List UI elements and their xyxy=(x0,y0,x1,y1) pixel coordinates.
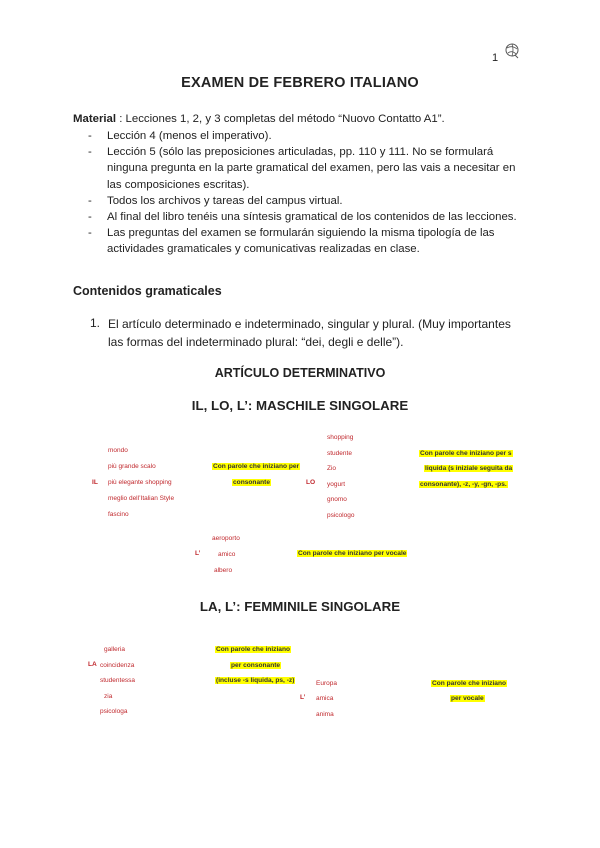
rule-note-line: Con parole che iniziano per s xyxy=(420,450,512,457)
rule-note xyxy=(215,646,291,654)
rule-note-line: per vocale xyxy=(451,695,484,702)
article-l-masculine: L’ xyxy=(195,550,201,557)
rule-note-line: Con parole che iniziano xyxy=(432,680,507,687)
word-item: yogurt xyxy=(327,481,346,488)
word-item: albero xyxy=(214,567,233,574)
item-number: 1. xyxy=(90,316,101,330)
rule-note xyxy=(431,680,507,688)
word-item: mondo xyxy=(108,447,128,454)
word-item: più elegante shopping xyxy=(108,479,172,486)
rule-note-line: Con parole che iniziano per xyxy=(213,463,300,470)
material-label: Material xyxy=(73,113,117,125)
word-item: amica xyxy=(316,695,334,702)
article-il: IL xyxy=(92,479,98,486)
material-text: : Lecciones 1, 2, y 3 completas del método “Nuovo Contatto A1”. xyxy=(116,113,445,125)
rule-note xyxy=(419,481,508,489)
word-item: zia xyxy=(104,693,113,700)
word-item: studentessa xyxy=(100,677,136,684)
articulo-heading: ARTÍCULO DETERMINATIVO xyxy=(214,366,386,380)
rule-note xyxy=(297,550,407,558)
word-item: meglio dell’Italian Style xyxy=(108,495,175,502)
word-item: gnomo xyxy=(327,496,347,503)
rule-note-line: (incluse -s liquida, ps, -z) xyxy=(216,677,295,684)
rule-note xyxy=(230,662,281,670)
word-item: Zio xyxy=(327,465,337,472)
word-item: galleria xyxy=(104,646,125,653)
word-item: aeroporto xyxy=(212,535,240,542)
contenidos-heading: Contenidos gramaticales xyxy=(73,284,222,298)
list-item: - Al final del libro tenéis una síntesis gramatical de los contenidos de las lecciones. xyxy=(88,209,524,225)
rule-note xyxy=(450,695,485,703)
rule-note xyxy=(424,465,513,473)
rule-note-line: consonante xyxy=(233,479,271,486)
material-line xyxy=(73,113,523,125)
word-item: psicologo xyxy=(327,512,355,519)
word-item: fascino xyxy=(108,511,129,518)
rule-note xyxy=(419,450,513,458)
article-l-feminine: L’ xyxy=(300,694,306,701)
rule-note-line: Con parole che iniziano per vocale xyxy=(298,550,407,557)
material-bullet-list xyxy=(88,128,524,258)
word-item: Europa xyxy=(316,680,337,687)
page-title: EXAMEN DE FEBRERO ITALIANO xyxy=(181,75,419,91)
rule-note-line: consonante), -z, -y, -gn, -ps. xyxy=(420,481,507,488)
rule-note-line: per consonante xyxy=(231,662,281,669)
rule-note xyxy=(212,463,300,471)
article-la: LA xyxy=(88,661,97,668)
page-number: 1 xyxy=(492,52,499,64)
list-item: - Lección 4 (menos el imperativo). xyxy=(88,128,524,144)
word-item: studente xyxy=(327,450,352,457)
word-item: amico xyxy=(218,551,236,558)
word-item: coincidenza xyxy=(100,662,135,669)
rule-note xyxy=(232,479,271,487)
article-lo: LO xyxy=(306,479,316,486)
word-item: più grande scalo xyxy=(108,463,156,470)
word-item: shopping xyxy=(327,434,354,441)
word-item: psicologa xyxy=(100,708,128,715)
masculine-heading: IL, LO, L’: MASCHILE SINGOLARE xyxy=(191,398,409,413)
list-item: - Lección 5 (sólo las preposiciones articuladas, pp. 110 y 111. No se formulará ninguna pregunta en la parte gramatical del examen, pero las vais a necesitar en las composiciones escritas). xyxy=(88,144,524,193)
list-item: - Las preguntas del examen se formularán siguiendo la misma tipología de las actividades gramaticales y comunicativas realizadas en clase. xyxy=(88,225,524,257)
feminine-heading: LA, L’: FEMMINILE SINGOLARE xyxy=(199,599,401,614)
word-item: anima xyxy=(316,711,334,718)
globe-doodle-icon xyxy=(502,40,522,60)
rule-note-line: liquida (s iniziale seguita da xyxy=(425,465,513,472)
rule-note-line: Con parole che iniziano xyxy=(216,646,291,653)
rule-note xyxy=(215,677,295,685)
list-item: - Todos los archivos y tareas del campus virtual. xyxy=(88,193,524,209)
item-text: El artículo determinado e indeterminado, singular y plural. (Muy importantes las formas del indeterminado plural: “dei, degli e delle”). xyxy=(108,317,511,349)
